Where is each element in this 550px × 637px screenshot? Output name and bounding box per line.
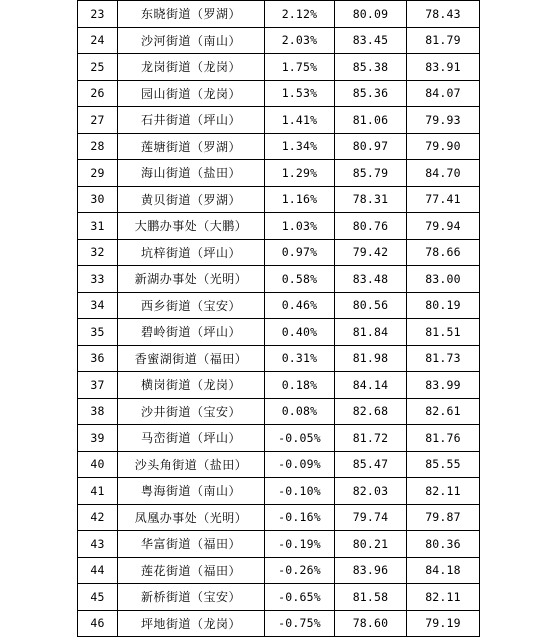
- change-percent-cell: 0.46%: [265, 292, 335, 319]
- table-row: [78, 213, 480, 240]
- rank-cell: 41: [78, 478, 118, 505]
- change-percent-cell: 0.31%: [265, 345, 335, 372]
- score-previous-cell: 79.90: [407, 133, 480, 160]
- rank-cell: 25: [78, 54, 118, 81]
- change-percent-cell: 1.34%: [265, 133, 335, 160]
- table-row: [78, 319, 480, 346]
- score-previous-cell: 83.99: [407, 372, 480, 399]
- rank-cell: 37: [78, 372, 118, 399]
- change-percent-cell: -0.05%: [265, 425, 335, 452]
- change-percent-cell: -0.65%: [265, 584, 335, 611]
- score-previous-cell: 79.94: [407, 213, 480, 240]
- score-previous-cell: 80.19: [407, 292, 480, 319]
- street-name-cell: 华富街道（福田）: [118, 531, 265, 558]
- street-name-cell: 大鹏办事处（大鹏）: [118, 213, 265, 240]
- street-name-cell: 新湖办事处（光明）: [118, 266, 265, 293]
- score-previous-cell: 82.11: [407, 478, 480, 505]
- street-name-cell: 东晓街道（罗湖）: [118, 1, 265, 28]
- rank-cell: 36: [78, 345, 118, 372]
- score-current-cell: 78.60: [335, 610, 407, 637]
- street-name-cell: 海山街道（盐田）: [118, 160, 265, 187]
- score-current-cell: 78.31: [335, 186, 407, 213]
- score-previous-cell: 84.70: [407, 160, 480, 187]
- change-percent-cell: 2.03%: [265, 27, 335, 54]
- street-name-cell: 沙河街道（南山）: [118, 27, 265, 54]
- score-current-cell: 81.58: [335, 584, 407, 611]
- table-row: [78, 425, 480, 452]
- score-previous-cell: 79.87: [407, 504, 480, 531]
- rank-cell: 29: [78, 160, 118, 187]
- score-previous-cell: 79.19: [407, 610, 480, 637]
- table-row: [78, 1, 480, 28]
- street-name-cell: 石井街道（坪山）: [118, 107, 265, 134]
- change-percent-cell: -0.26%: [265, 557, 335, 584]
- table-row: [78, 54, 480, 81]
- change-percent-cell: 1.16%: [265, 186, 335, 213]
- rank-cell: 39: [78, 425, 118, 452]
- score-current-cell: 84.14: [335, 372, 407, 399]
- score-current-cell: 81.06: [335, 107, 407, 134]
- score-previous-cell: 78.43: [407, 1, 480, 28]
- rank-cell: 42: [78, 504, 118, 531]
- rank-cell: 23: [78, 1, 118, 28]
- score-previous-cell: 80.36: [407, 531, 480, 558]
- score-current-cell: 80.56: [335, 292, 407, 319]
- table-row: [78, 531, 480, 558]
- street-name-cell: 新桥街道（宝安）: [118, 584, 265, 611]
- score-previous-cell: 83.00: [407, 266, 480, 293]
- score-previous-cell: 77.41: [407, 186, 480, 213]
- street-name-cell: 坑梓街道（坪山）: [118, 239, 265, 266]
- table-row: [78, 107, 480, 134]
- street-name-cell: 龙岗街道（龙岗）: [118, 54, 265, 81]
- score-current-cell: 82.68: [335, 398, 407, 425]
- table-row: [78, 451, 480, 478]
- score-current-cell: 85.38: [335, 54, 407, 81]
- score-current-cell: 83.96: [335, 557, 407, 584]
- change-percent-cell: 1.41%: [265, 107, 335, 134]
- table-row: [78, 160, 480, 187]
- change-percent-cell: 0.08%: [265, 398, 335, 425]
- score-current-cell: 81.98: [335, 345, 407, 372]
- rank-cell: 43: [78, 531, 118, 558]
- score-previous-cell: 85.55: [407, 451, 480, 478]
- score-previous-cell: 81.73: [407, 345, 480, 372]
- table-row: [78, 372, 480, 399]
- score-previous-cell: 82.61: [407, 398, 480, 425]
- table-row: [78, 398, 480, 425]
- table-row: [78, 504, 480, 531]
- table-row: [78, 345, 480, 372]
- score-previous-cell: 79.93: [407, 107, 480, 134]
- rank-cell: 46: [78, 610, 118, 637]
- rank-cell: 24: [78, 27, 118, 54]
- score-previous-cell: 83.91: [407, 54, 480, 81]
- score-current-cell: 79.42: [335, 239, 407, 266]
- table-row: [78, 186, 480, 213]
- street-name-cell: 沙井街道（宝安）: [118, 398, 265, 425]
- score-previous-cell: 78.66: [407, 239, 480, 266]
- street-name-cell: 碧岭街道（坪山）: [118, 319, 265, 346]
- change-percent-cell: 0.18%: [265, 372, 335, 399]
- rank-cell: 27: [78, 107, 118, 134]
- table-row: [78, 610, 480, 637]
- street-name-cell: 西乡街道（宝安）: [118, 292, 265, 319]
- change-percent-cell: 0.58%: [265, 266, 335, 293]
- street-name-cell: 园山街道（龙岗）: [118, 80, 265, 107]
- score-current-cell: 80.21: [335, 531, 407, 558]
- table-row: [78, 80, 480, 107]
- score-current-cell: 82.03: [335, 478, 407, 505]
- score-current-cell: 79.74: [335, 504, 407, 531]
- table-row: [78, 266, 480, 293]
- rank-cell: 31: [78, 213, 118, 240]
- ranking-table-body: [78, 1, 480, 637]
- change-percent-cell: 1.75%: [265, 54, 335, 81]
- street-name-cell: 莲花街道（福田）: [118, 557, 265, 584]
- score-previous-cell: 81.76: [407, 425, 480, 452]
- score-current-cell: 83.48: [335, 266, 407, 293]
- table-row: [78, 292, 480, 319]
- change-percent-cell: 2.12%: [265, 1, 335, 28]
- ranking-table: [77, 0, 480, 637]
- score-current-cell: 81.84: [335, 319, 407, 346]
- score-previous-cell: 84.18: [407, 557, 480, 584]
- rank-cell: 38: [78, 398, 118, 425]
- score-current-cell: 83.45: [335, 27, 407, 54]
- table-row: [78, 239, 480, 266]
- score-current-cell: 85.79: [335, 160, 407, 187]
- change-percent-cell: 0.40%: [265, 319, 335, 346]
- rank-cell: 32: [78, 239, 118, 266]
- score-previous-cell: 81.79: [407, 27, 480, 54]
- change-percent-cell: 1.29%: [265, 160, 335, 187]
- street-name-cell: 莲塘街道（罗湖）: [118, 133, 265, 160]
- score-current-cell: 80.97: [335, 133, 407, 160]
- rank-cell: 44: [78, 557, 118, 584]
- street-name-cell: 马峦街道（坪山）: [118, 425, 265, 452]
- change-percent-cell: 1.03%: [265, 213, 335, 240]
- score-current-cell: 80.76: [335, 213, 407, 240]
- table-row: [78, 557, 480, 584]
- score-previous-cell: 82.11: [407, 584, 480, 611]
- change-percent-cell: -0.09%: [265, 451, 335, 478]
- score-current-cell: 81.72: [335, 425, 407, 452]
- score-previous-cell: 81.51: [407, 319, 480, 346]
- rank-cell: 34: [78, 292, 118, 319]
- rank-cell: 28: [78, 133, 118, 160]
- score-current-cell: 80.09: [335, 1, 407, 28]
- table-row: [78, 133, 480, 160]
- score-current-cell: 85.36: [335, 80, 407, 107]
- street-name-cell: 香蜜湖街道（福田）: [118, 345, 265, 372]
- street-name-cell: 横岗街道（龙岗）: [118, 372, 265, 399]
- change-percent-cell: -0.16%: [265, 504, 335, 531]
- rank-cell: 40: [78, 451, 118, 478]
- table-row: [78, 584, 480, 611]
- street-name-cell: 黄贝街道（罗湖）: [118, 186, 265, 213]
- table-row: [78, 478, 480, 505]
- change-percent-cell: -0.10%: [265, 478, 335, 505]
- street-name-cell: 凤凰办事处（光明）: [118, 504, 265, 531]
- rank-cell: 26: [78, 80, 118, 107]
- change-percent-cell: -0.75%: [265, 610, 335, 637]
- change-percent-cell: 0.97%: [265, 239, 335, 266]
- street-name-cell: 沙头角街道（盐田）: [118, 451, 265, 478]
- rank-cell: 45: [78, 584, 118, 611]
- score-previous-cell: 84.07: [407, 80, 480, 107]
- street-name-cell: 坪地街道（龙岗）: [118, 610, 265, 637]
- street-name-cell: 粤海街道（南山）: [118, 478, 265, 505]
- score-current-cell: 85.47: [335, 451, 407, 478]
- rank-cell: 33: [78, 266, 118, 293]
- change-percent-cell: -0.19%: [265, 531, 335, 558]
- rank-cell: 30: [78, 186, 118, 213]
- change-percent-cell: 1.53%: [265, 80, 335, 107]
- rank-cell: 35: [78, 319, 118, 346]
- table-row: [78, 27, 480, 54]
